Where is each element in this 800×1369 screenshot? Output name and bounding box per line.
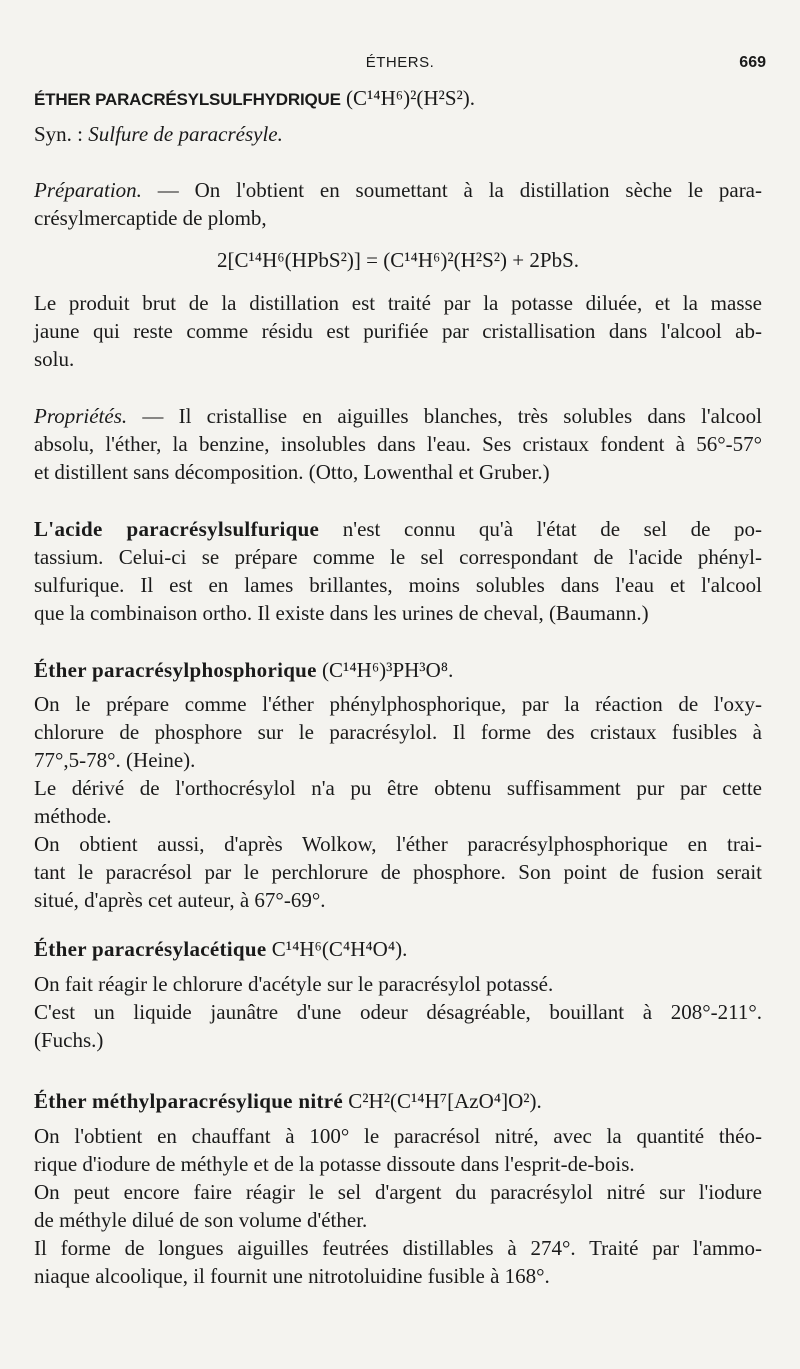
paragraph-line: C'est un liquide jaunâtre d'une odeur désagréable, bouillant à 208°-211°.: [34, 1000, 762, 1024]
paragraph-line: On le prépare comme l'éther phénylphosphorique, par la réaction de l'oxy-: [34, 692, 762, 716]
paragraph-line: On obtient aussi, d'après Wolkow, l'éther paracrésylphosphorique en trai-: [34, 832, 762, 856]
paragraph-line: Propriétés. — Il cristallise en aiguilles blanches, très solubles dans l'alcool: [34, 404, 762, 428]
paragraph-line: (Fuchs.): [34, 1028, 104, 1052]
paragraph-line: sulfurique. Il est en lames brillantes, moins solubles dans l'eau et l'alcool: [34, 573, 762, 597]
section-formula: C²H²(C¹⁴H⁷[AzO⁴]O²).: [348, 1089, 542, 1113]
paragraph-line: L'acide paracrésylsulfurique n'est connu qu'à l'état de sel de po-: [34, 517, 762, 541]
chemical-equation: 2[C¹⁴H⁶(HPbS²)] = (C¹⁴H⁶)²(H²S²) + 2PbS.: [216, 248, 579, 272]
paragraph-line: On peut encore faire réagir le sel d'argent du paracrésylol nitré sur l'iodure: [34, 1180, 762, 1204]
paragraph-line: chlorure de phosphore sur le paracrésylol. Il forme des cristaux fusibles à: [34, 720, 762, 744]
section-title: Éther paracrésylphosphorique: [34, 658, 317, 682]
section-heading-methylparacresylique-nitre: [34, 1087, 762, 1115]
paragraph-line: 77°,5-78°. (Heine).: [34, 748, 196, 772]
section-heading-paracresylphosphorique: [34, 656, 762, 684]
paragraph-line: Le produit brut de la distillation est traité par la potasse diluée, et la masse: [34, 291, 762, 315]
section-formula: (C¹⁴H⁶)²(H²S²).: [345, 86, 476, 110]
paragraph-line: méthode.: [34, 804, 112, 828]
paragraph-line: jaune qui reste comme résidu est purifiée par cristallisation dans l'alcool ab-: [34, 319, 762, 343]
section-heading-paracresylsulfhydrique: [34, 84, 762, 114]
term-acide-paracresylsulfurique: L'acide paracrésylsulfurique: [34, 517, 320, 541]
paragraph-line: et distillent sans décomposition. (Otto, Lowenthal et Gruber.): [34, 460, 550, 484]
section-heading-paracresylacetique: [34, 935, 762, 963]
section-title: Éther méthylparacrésylique nitré: [34, 1089, 343, 1113]
paragraph-line: que la combinaison ortho. Il existe dans les urines de cheval, (Baumann.): [34, 601, 649, 625]
paragraph-line: tassium. Celui-ci se prépare comme le sel correspondant de l'acide phényl-: [34, 545, 762, 569]
paragraph-line: Le dérivé de l'orthocrésylol n'a pu être obtenu suffisamment pur par cette: [34, 776, 762, 800]
paragraph-line: On l'obtient en chauffant à 100° le paracrésol nitré, avec la quantité théo-: [34, 1124, 762, 1148]
paragraph-line: rique d'iodure de méthyle et de la potasse dissoute dans l'esprit-de-bois.: [34, 1152, 635, 1176]
paragraph-line: situé, d'après cet auteur, à 67°-69°.: [34, 888, 326, 912]
paragraph-line: niaque alcoolique, il fournit une nitrotoluidine fusible à 168°.: [34, 1264, 550, 1288]
paragraph-line: Il forme de longues aiguilles feutrées distillables à 274°. Traité par l'ammo-: [34, 1236, 762, 1260]
paragraph-line: Préparation. — On l'obtient en soumettant à la distillation sèche le para-: [34, 178, 762, 202]
label-proprietes: Propriétés.: [34, 404, 128, 428]
synonym-text: Sulfure de paracrésyle.: [88, 122, 283, 146]
section-formula: (C¹⁴H⁶)³PH³O⁸.: [322, 658, 454, 682]
paragraph-line: tant le paracrésol par le perchlorure de phosphore. Son point de fusion serait: [34, 860, 762, 884]
page-header: [0, 50, 800, 80]
paragraph-line: crésylmercaptide de plomb,: [34, 206, 267, 230]
paragraph-line: de méthyle dilué de son volume d'éther.: [34, 1208, 368, 1232]
paragraph-line: absolu, l'éther, la benzine, insolubles dans l'eau. Ses cristaux fondent à 56°-57°: [34, 432, 762, 456]
running-title: ÉTHERS.: [365, 54, 435, 71]
page-number: 669: [739, 54, 766, 71]
section-title: ÉTHER PARACRÉSYLSULFHYDRIQUE: [34, 90, 341, 109]
section-formula: C¹⁴H⁶(C⁴H⁴O⁴).: [271, 937, 408, 961]
label-preparation: Préparation.: [34, 178, 142, 202]
synonym-line: Syn. : Sulfure de paracrésyle.: [34, 122, 283, 146]
section-title: Éther paracrésylacétique: [34, 937, 267, 961]
paragraph-line: On fait réagir le chlorure d'acétyle sur le paracrésylol potassé.: [34, 972, 554, 996]
paragraph-line: solu.: [34, 347, 75, 371]
